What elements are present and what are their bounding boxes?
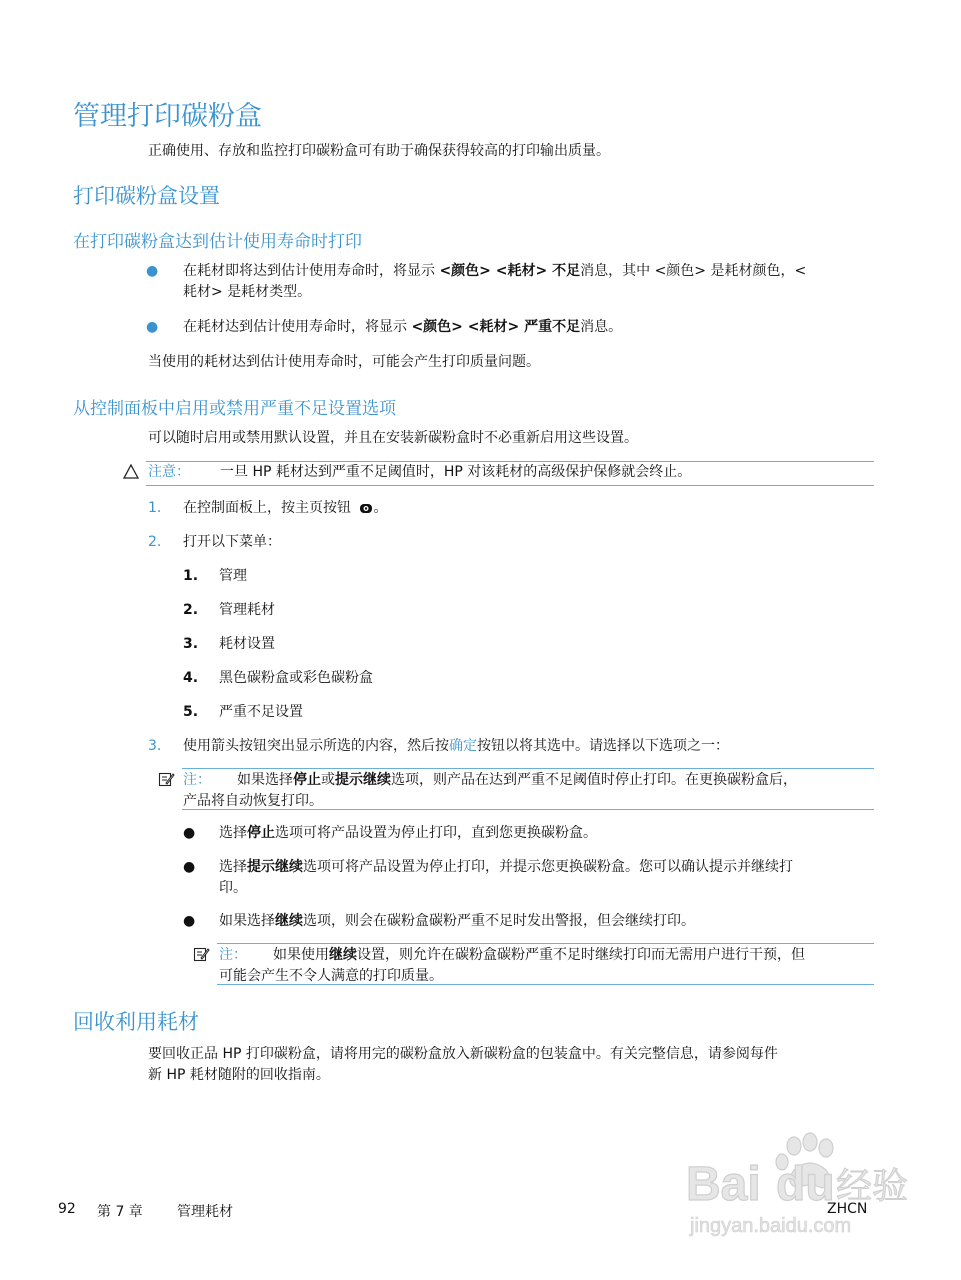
note-stop-or-prompt: 注： 如果选择停止或提示继续选项，则产品在达到严重不足阈值时停止打印。在更换碳粉盒后， 产品将自动恢复打印。	[183, 772, 797, 809]
bullet-marker: ●	[146, 319, 159, 335]
quality-warning-paragraph: 当使用的耗材达到估计使用寿命时，可能会产生打印质量问题。	[148, 354, 540, 370]
watermark-brand: Bai	[686, 1158, 761, 1211]
step-press-home: 在控制面板上，按主页按钮 。	[183, 500, 388, 516]
home-button-icon	[359, 502, 373, 514]
option-prompt-continue: 选择提示继续选项可将产品设置为停止打印，并提示您更换碳粉盒。您可以确认提示并继续打 印。	[219, 859, 793, 896]
note-bottom-rule	[182, 809, 874, 810]
caution-note: 注意： 一旦 HP 耗材达到严重不足阈值时，HP 对该耗材的高级保护保修就会终止。	[148, 464, 692, 480]
menu-number: 4.	[183, 670, 199, 686]
chapter-title: 管理耗材	[177, 1204, 233, 1220]
baidu-jingyan-watermark	[686, 1132, 916, 1242]
menu-item-admin: 管理	[219, 568, 247, 584]
menu-item-very-low-settings: 严重不足设置	[219, 704, 303, 720]
page-title: 管理打印碳粉盒	[73, 101, 262, 132]
step-open-menus: 打开以下菜单：	[183, 534, 281, 550]
intro-paragraph: 正确使用、存放和监控打印碳粉盒可有助于确保获得较高的打印输出质量。	[148, 143, 610, 159]
default-setting-paragraph: 可以随时启用或禁用默认设置，并且在安装新碳粉盒时不必重新启用这些设置。	[148, 430, 638, 446]
caution-bottom-rule	[146, 485, 874, 486]
menu-item-cartridge: 黑色碳粉盒或彩色碳粉盒	[219, 670, 373, 686]
section-heading: 打印碳粉盒设置	[73, 184, 220, 208]
caution-triangle-icon	[123, 464, 139, 479]
step-number: 3.	[148, 738, 162, 754]
step-number: 1.	[148, 500, 162, 516]
locale-code: ZHCN	[827, 1201, 868, 1217]
watermark-url: jingyan.baidu.com	[690, 1215, 852, 1237]
note-top-rule	[217, 943, 874, 944]
note-continue-setting: 注： 如果使用继续设置，则允许在碳粉盒碳粉严重不足时继续打印而无需用户进行干预，但 可能会产生不令人满意的打印质量。	[219, 947, 805, 984]
chapter-label: 第 7 章	[97, 1204, 143, 1220]
bullet-low-message: 在耗材即将达到估计使用寿命时，将显示 <颜色> <耗材> 不足消息，其中 <颜色> 是耗材颜色，< 耗材> 是耗材类型。	[183, 263, 807, 300]
page-number: 92	[58, 1201, 76, 1217]
note-top-rule	[182, 768, 874, 769]
recycle-heading: 回收利用耗材	[73, 1010, 199, 1034]
recycle-paragraph: 要回收正品 HP 打印碳粉盒，请将用完的碳粉盒放入新碳粉盒的包装盒中。有关完整信息，请参阅每件 新 HP 耗材随附的回收指南。	[148, 1046, 778, 1083]
watermark-cn: 经验	[836, 1166, 909, 1207]
bullet-marker: ●	[183, 825, 196, 841]
watermark-brand-du: du	[776, 1158, 835, 1211]
option-stop: 选择停止选项可将产品设置为停止打印，直到您更换碳粉盒。	[219, 825, 597, 841]
note-bottom-rule	[217, 984, 874, 985]
note-pencil-icon	[158, 771, 175, 787]
menu-number: 2.	[183, 602, 199, 618]
step-select-option: 使用箭头按钮突出显示所选的内容，然后按确定按钮以将其选中。请选择以下选项之一：	[183, 738, 729, 754]
subsection-heading-estimated-life: 在打印碳粉盒达到估计使用寿命时打印	[73, 232, 362, 252]
bullet-marker: ●	[146, 263, 159, 279]
bullet-marker: ●	[183, 913, 196, 929]
menu-number: 5.	[183, 704, 199, 720]
bullet-very-low-message: 在耗材达到估计使用寿命时，将显示 <颜色> <耗材> 严重不足消息。	[183, 319, 623, 335]
note-pencil-icon	[193, 946, 210, 962]
subsection-heading-control-panel: 从控制面板中启用或禁用严重不足设置选项	[73, 399, 396, 419]
menu-number: 1.	[183, 568, 199, 584]
step-number: 2.	[148, 534, 162, 550]
option-continue: 如果选择继续选项，则会在碳粉盒碳粉严重不足时发出警报，但会继续打印。	[219, 913, 695, 929]
menu-number: 3.	[183, 636, 199, 652]
menu-item-supply-settings: 耗材设置	[219, 636, 275, 652]
bullet-marker: ●	[183, 859, 196, 875]
menu-item-manage-supplies: 管理耗材	[219, 602, 275, 618]
